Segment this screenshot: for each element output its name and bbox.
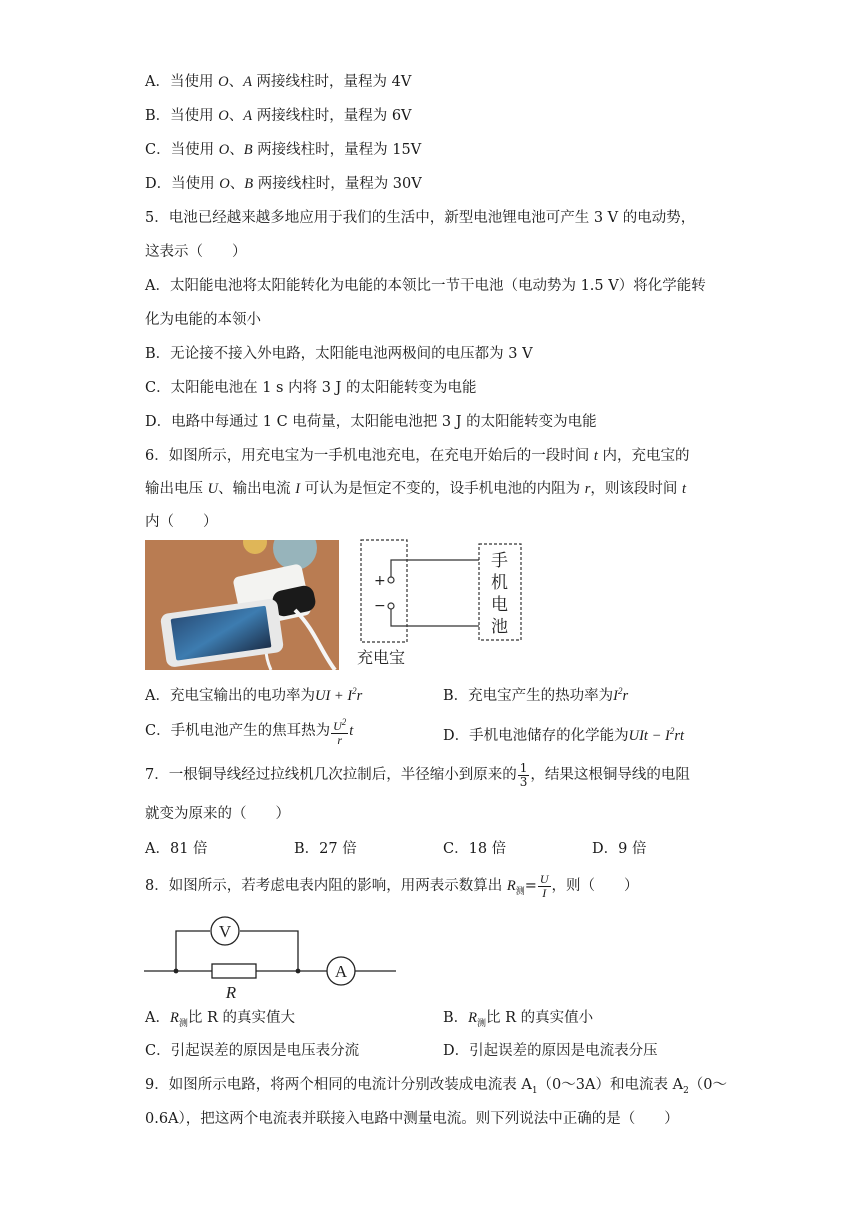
- minus-sign: −: [374, 598, 386, 614]
- q7-option-d: D．9 倍: [592, 841, 647, 857]
- q5-option-b: B．无论接不接入外电路，太阳能电池两极间的电压都为 3 V: [145, 346, 533, 362]
- q4-option-d: D．当使用 O、B 两接线柱时，量程为 30V: [145, 176, 422, 192]
- q7-stem-line2: 就变为原来的（ ）: [145, 806, 290, 822]
- q5-stem-line1: 5．电池已经越来越多地应用于我们的生活中，新型电池锂电池可产生 3 V 的电动势，: [145, 210, 696, 226]
- q5-option-c: C．太阳能电池在 1 s 内将 3 J 的太阳能转变为电能: [145, 380, 477, 396]
- phone-label-char-2: 机: [491, 573, 508, 593]
- charger-label: 充电宝: [357, 648, 406, 667]
- q7-fraction: $\frac{1}{3}$: [519, 760, 528, 789]
- q6-option-b: B．充电宝产生的热功率为$I^2r$: [443, 686, 629, 704]
- q8-option-d: D．引起误差的原因是电流表分压: [443, 1043, 658, 1059]
- q4-option-a: A．当使用 O、A 两接线柱时，量程为 4V: [145, 74, 412, 90]
- resistor-symbol: [212, 964, 256, 978]
- q8-option-b: B．$R_测$比 R 的真实值小: [443, 1010, 594, 1029]
- q8-option-a: A．$R_测$比 R 的真实值大: [145, 1010, 295, 1029]
- q6-option-c: C．手机电池产生的焦耳热为 $\frac{U^2}{r}$ t: [145, 716, 354, 747]
- q6-stem-line1: 6．如图所示，用充电宝为一手机电池充电，在充电开始后的一段时间 t 内，充电宝的: [145, 448, 690, 464]
- q5-option-a-line2: 化为电能的本领小: [145, 312, 261, 328]
- q6-stem-line3: 内（ ）: [145, 514, 218, 530]
- ammeter-label: A: [334, 962, 348, 981]
- charging-circuit-diagram: [355, 536, 535, 670]
- charging-photo: [145, 540, 339, 670]
- q8-option-c: C．引起误差的原因是电压表分流: [145, 1043, 360, 1059]
- voltmeter-label: V: [218, 922, 232, 941]
- q9-stem-line2: 0.6A），把这两个电流表并联接入电路中测量电流。则下列说法中正确的是（ ）: [145, 1111, 679, 1127]
- q7-option-c: C．18 倍: [443, 841, 507, 857]
- phone-label-char-1: 手: [491, 551, 508, 571]
- phone-label-char-3: 电: [491, 595, 508, 615]
- q4-option-b: B．当使用 O、A 两接线柱时，量程为 6V: [145, 108, 412, 124]
- q8-stem: 8．如图所示，若考虑电表内阻的影响，用两表示数算出 $R_测=$ $\frac{U}{I}$ ，则（ ）: [145, 871, 639, 900]
- phone-label-char-4: 池: [491, 617, 508, 637]
- q6-option-d: D．手机电池储存的化学能为UIt − $I^2rt$: [443, 726, 684, 744]
- q7-option-a: A．81 倍: [145, 841, 208, 857]
- q4-option-c: C．当使用 O、B 两接线柱时，量程为 15V: [145, 142, 422, 158]
- q9-stem-line1: 9．如图所示电路，将两个相同的电流计分别改装成电流表 $A_1(0\sim 3A)$和电流表 $A_2(0\sim$: [145, 1077, 728, 1096]
- q7-option-b: B．27 倍: [294, 841, 357, 857]
- q6-stem-line2: 输出电压 U、输出电流 I 可认为是恒定不变的，设手机电池的内阻为 r，则该段时间 t: [145, 481, 687, 497]
- q7-stem-line1: 7．一根铜导线经过拉线机几次拉制后，半径缩小到原来的 $\frac{1}{3}$ ，结果这根铜导线的电阻: [145, 760, 690, 789]
- resistor-label: R: [225, 983, 237, 1002]
- q8-fraction: $\frac{U}{I}$: [539, 871, 549, 900]
- q6-option-a: A．充电宝输出的电功率为UI + $I^2r$: [145, 686, 363, 704]
- q6-option-c-fraction: $\frac{U^2}{r}$: [333, 716, 347, 747]
- plus-sign: +: [374, 573, 386, 589]
- q5-option-d: D．电路中每通过 1 C 电荷量，太阳能电池把 3 J 的太阳能转变为电能: [145, 414, 597, 430]
- q5-option-a-line1: A．太阳能电池将太阳能转化为电能的本领比一节干电池（电动势为 1.5 V）将化学能转: [145, 278, 706, 294]
- q8-circuit-diagram: [140, 908, 400, 1004]
- q5-stem-line2: 这表示（ ）: [145, 244, 247, 260]
